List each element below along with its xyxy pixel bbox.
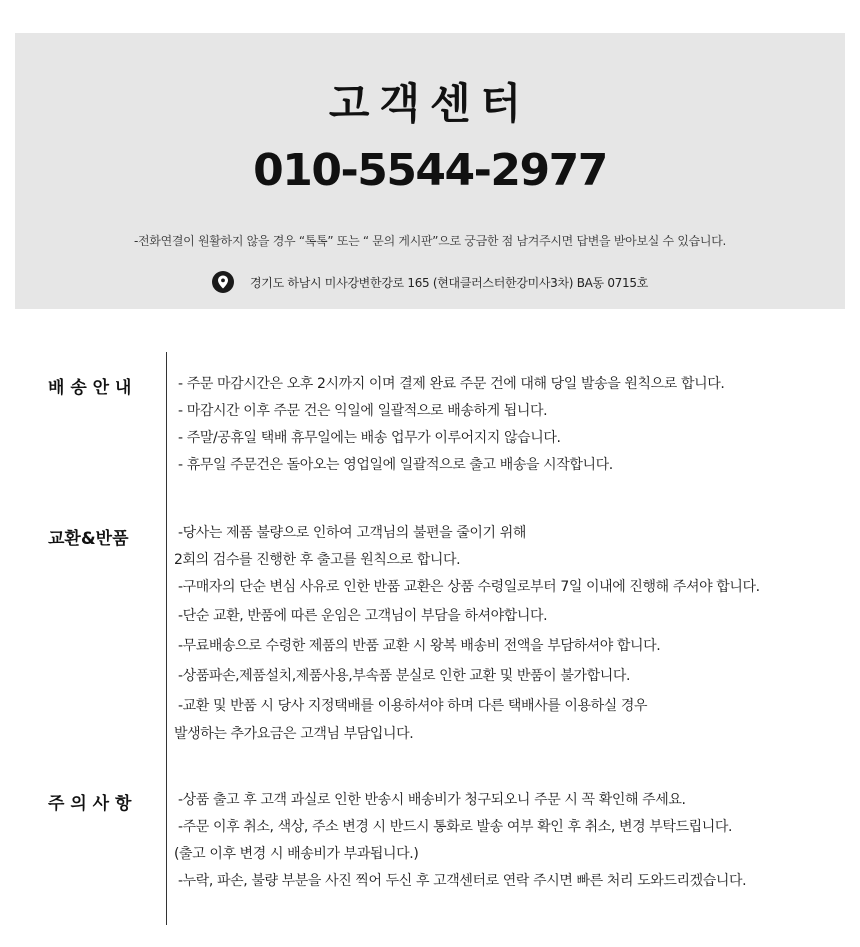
address-row bbox=[15, 271, 845, 293]
exchange-line: -당사는 제품 불량으로 인하여 고객님의 불편을 줄이기 위해 bbox=[178, 525, 526, 541]
section-label-shipping: 배 송 안 내 bbox=[48, 378, 132, 398]
exchange-line: -상품파손,제품설치,제품사용,부속품 분실로 인한 교환 및 반품이 불가합니다. bbox=[178, 668, 630, 684]
section-divider bbox=[166, 352, 167, 925]
customer-center-header bbox=[15, 33, 845, 309]
exchange-line: -무료배송으로 수령한 제품의 반품 교환 시 왕복 배송비 전액을 부담하셔야 합니다. bbox=[178, 638, 661, 654]
address-text: 경기도 하남시 미사강변한강로 165 (현대클러스터한강미사3차) BA동 0715호 bbox=[250, 275, 648, 290]
shipping-line: - 주문 마감시간은 오후 2시까지 이며 결제 완료 주문 건에 대해 당일 발송을 원칙으로 합니다. bbox=[178, 376, 725, 392]
shipping-line: - 마감시간 이후 주문 건은 익일에 일괄적으로 배송하게 됩니다. bbox=[178, 403, 548, 419]
exchange-line: -단순 교환, 반품에 따른 운임은 고객님이 부담을 하셔야합니다. bbox=[178, 608, 548, 624]
section-body-caution bbox=[174, 787, 858, 895]
location-pin-icon bbox=[212, 271, 234, 293]
caution-line: (출고 이후 변경 시 배송비가 부과됩니다.) bbox=[174, 846, 419, 862]
section-label-exchange: 교환&반품 bbox=[48, 529, 129, 549]
page-title: 고객센터 bbox=[328, 79, 532, 128]
section-label-caution: 주 의 사 항 bbox=[48, 794, 132, 814]
exchange-line: -교환 및 반품 시 당사 지정택배를 이용하셔야 하며 다른 택배사를 이용하실 경우 bbox=[178, 698, 648, 714]
exchange-line: 발생하는 추가요금은 고객님 부담입니다. bbox=[174, 726, 414, 742]
section-body-shipping bbox=[178, 371, 858, 479]
shipping-line: - 휴무일 주문건은 돌아오는 영업일에 일괄적으로 출고 배송을 시작합니다. bbox=[178, 457, 613, 473]
caution-line: -누락, 파손, 불량 부분을 사진 찍어 두신 후 고객센터로 연락 주시면 빠른 처리 도와드리겠습니다. bbox=[178, 873, 747, 889]
caution-line: -상품 출고 후 고객 과실로 인한 반송시 배송비가 청구되오니 주문 시 꼭 확인해 주세요. bbox=[178, 792, 686, 808]
exchange-line: -구매자의 단순 변심 사유로 인한 반품 교환은 상품 수령일로부터 7일 이내에 진행해 주셔야 합니다. bbox=[178, 579, 760, 595]
exchange-line: 2회의 검수를 진행한 후 출고를 원칙으로 합니다. bbox=[174, 552, 461, 568]
shipping-line: - 주말/공휴일 택배 휴무일에는 배송 업무가 이루어지지 않습니다. bbox=[178, 430, 561, 446]
phone-number: 010-5544-2977 bbox=[253, 145, 607, 196]
contact-notice: -전화연결이 원활하지 않을 경우 “톡톡” 또는 “ 문의 게시판”으로 궁금한 점 남겨주시면 답변을 받아보실 수 있습니다. bbox=[133, 234, 727, 248]
section-body-exchange bbox=[174, 520, 858, 748]
caution-line: -주문 이후 취소, 색상, 주소 변경 시 반드시 통화로 발송 여부 확인 후 취소, 변경 부탁드립니다. bbox=[178, 819, 733, 835]
